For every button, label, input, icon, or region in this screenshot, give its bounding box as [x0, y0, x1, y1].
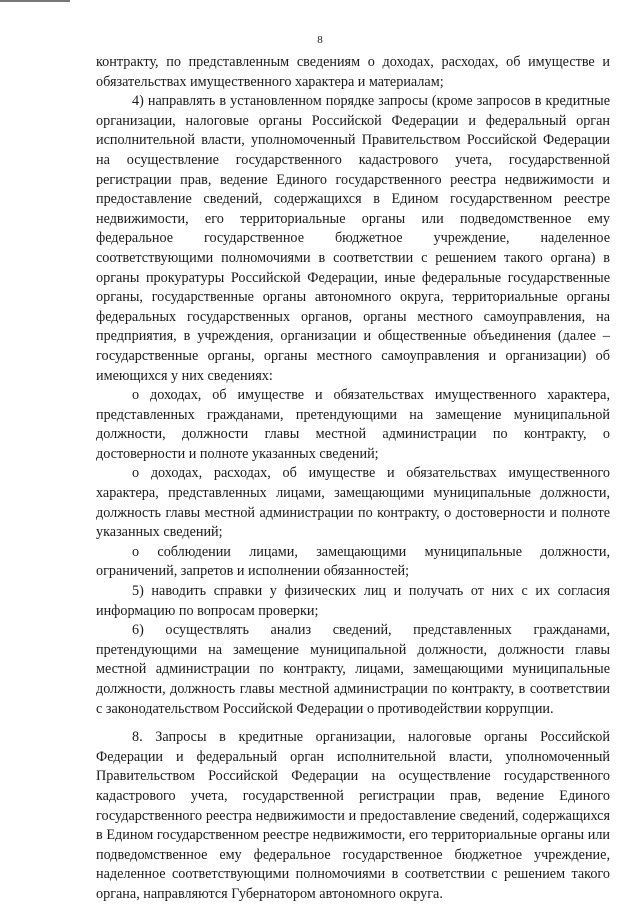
paragraph-subitem-income-citizens: о доходах, об имуществе и обязательствах имущественного характера, представленных гражданами, претендующими на замещение муниципальной должности, должности главы местной администрации по контракту, о достоверности и полноте указанных сведений; — [96, 387, 610, 462]
paragraph-continuation: контракту, по представленным сведениям о доходах, расходах, об имуществе и обязательствах имущественного характера и материалам; — [96, 54, 610, 90]
paragraph-subitem-income-officials: о доходах, расходах, об имуществе и обязательствах имущественного характера, представленных лицами, замещающими муниципальные должности, должность главы местной администрации по контракту, о достоверности и полноте указанных сведений; — [96, 465, 610, 541]
scan-edge-mark — [0, 0, 70, 2]
paragraph-subitem-restrictions: о соблюдении лицами, замещающими муниципальные должности, ограничений, запретов и исполнении обязанностей; — [96, 543, 610, 580]
paragraph-section-8: 8. Запросы в кредитные организации, налоговые органы Российской Федерации и федеральный орган исполнительной власти, уполномоченный Правительством Российской Федерации на осуществление государственного кадастрового учета, государственной регистрации прав, ведение Единого государственного реестра недвижимости и предоставление сведений, содержащихся в Едином государственном реестре недвижимости, его территориальные органы или подведомственное ему федеральное государственное бюджетное учреждение, наделенное соответствующими полномочиями в соответствии с решением такого органа, направляются Губернатором автономного округа. — [96, 729, 610, 902]
document-body — [96, 53, 610, 905]
page-number: 8 — [317, 34, 323, 46]
paragraph-item-6: 6) осуществлять анализ сведений, представленных гражданами, претендующими на замещение муниципальной должности, должности главы местной администрации по контракту, лицами, замещающими муниципальные должности, должность главы местной администрации по контракту, в соответствии с законодательством Российской Федерации о противодействии коррупции. — [96, 622, 610, 717]
paragraph-item-5: 5) наводить справки у физических лиц и получать от них с их согласия информацию по вопросам проверки; — [96, 583, 610, 619]
paragraph-item-4: 4) направлять в установленном порядке запросы (кроме запросов в кредитные организации, налоговые органы Российской Федерации и федеральный орган исполнительной власти, уполномоченный Правительством Российской Федерации на осуществление государственного кадастрового учета, государственной регистрации прав, ведение Единого государственного реестра недвижимости и предоставление сведений, содержащихся в Едином государственном реестре недвижимости, его территориальные органы или подведомственное ему федеральное государственное бюджетное учреждение, наделенное соответствующими полномочиями в соответствии с решением такого органа) в органы прокуратуры Российской Федерации, иные федеральные государственные органы, государственные органы автономного округа, территориальные органы федеральных государственных органов, органы местного самоуправления, на предприятия, в учреждения, организации и общественные объединения (далее – государственные органы, органы местного самоуправления и организации) об имеющихся у них сведениях: — [96, 93, 610, 384]
